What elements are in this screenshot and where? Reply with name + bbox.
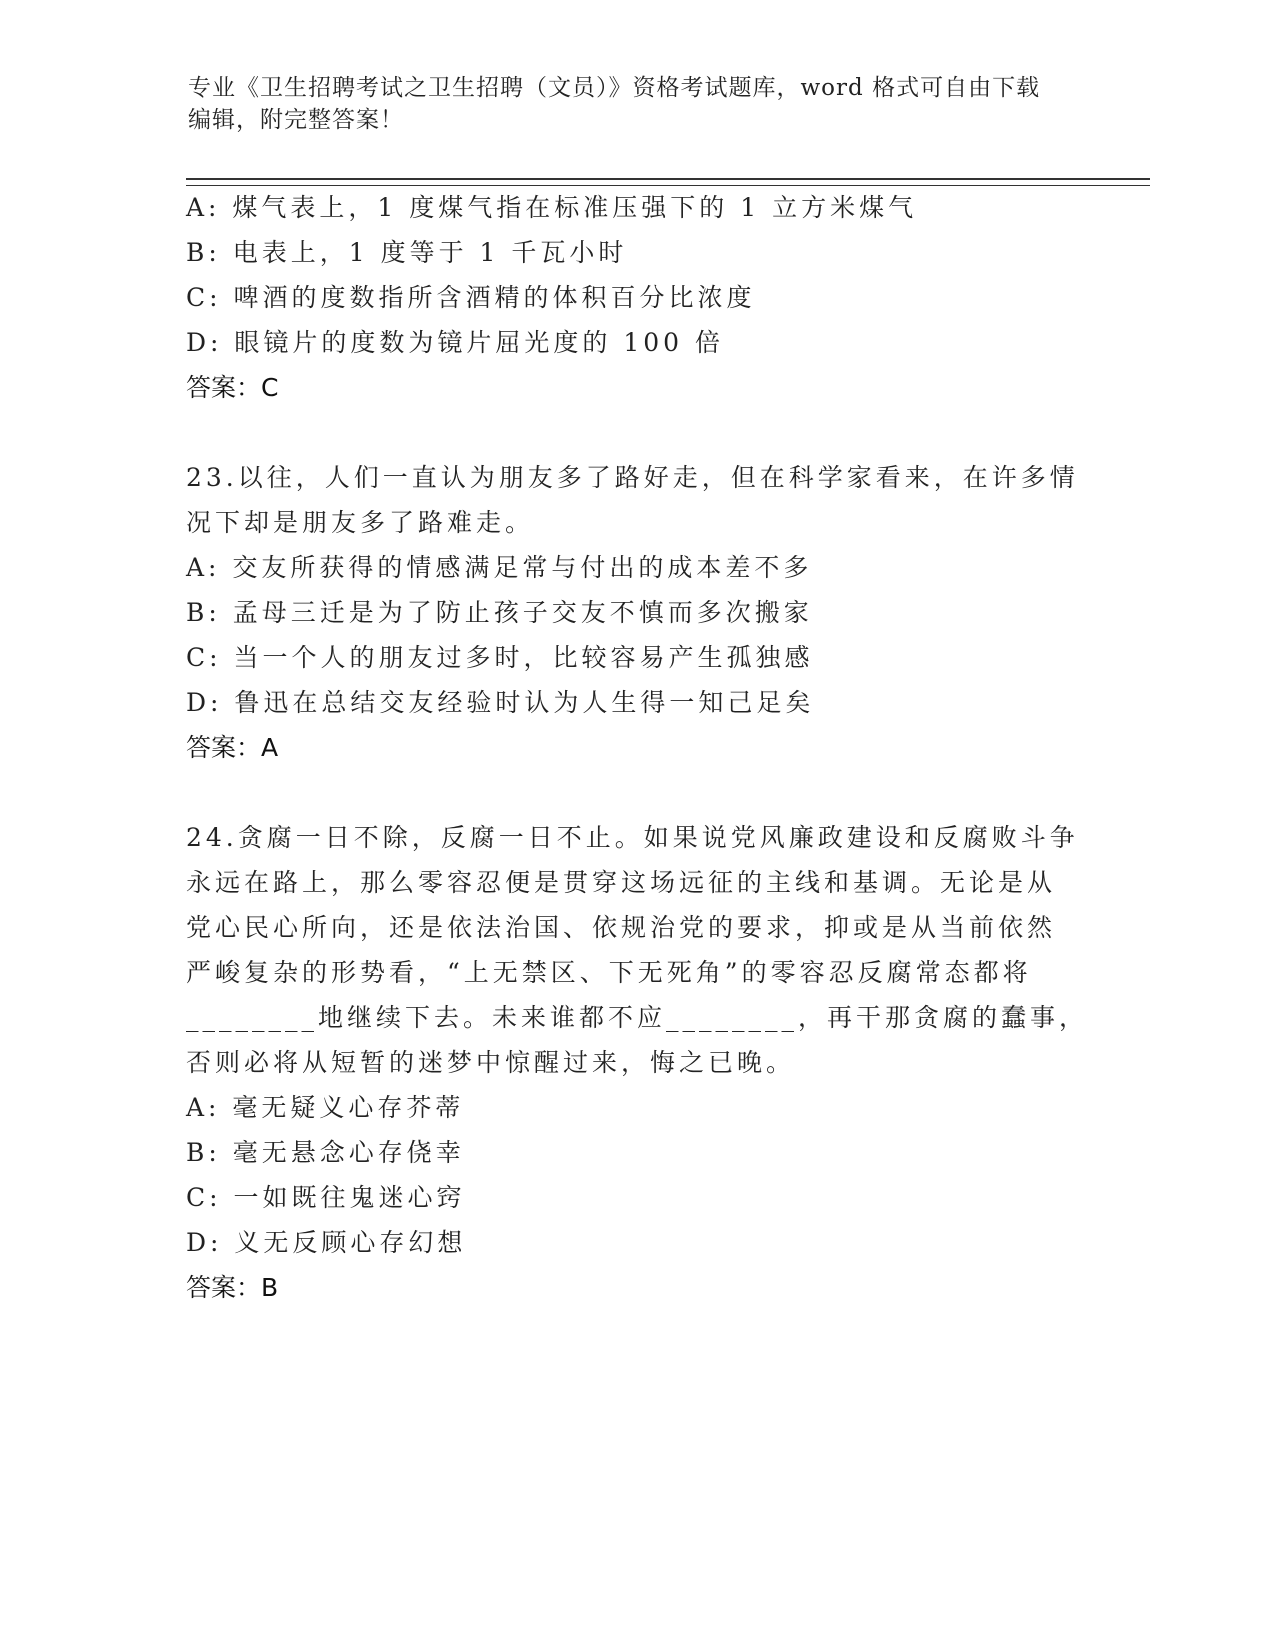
q24-stem-line-2: 永远在路上，那么零容忍便是贯穿这场远征的主线和基调。无论是从: [186, 868, 1057, 897]
q24-stem-line-1: 24.贪腐一日不除，反腐一日不止。如果说党风廉政建设和反腐败斗争: [186, 823, 1079, 852]
q23-stem-line-2: 况下却是朋友多了路难走。: [186, 508, 535, 537]
q24-answer: 答案：B: [186, 1273, 279, 1302]
q23-stem-line-1: 23.以往，人们一直认为朋友多了路好走，但在科学家看来，在许多情: [186, 463, 1079, 492]
q24-option-b: B: 毫无悬念心存侥幸: [186, 1138, 465, 1167]
header-divider: [186, 178, 1150, 186]
q23-option-c: C: 当一个人的朋友过多时，比较容易产生孤独感: [186, 643, 814, 672]
q24-stem-line-3: 党心民心所向，还是依法治国、依规治党的要求，抑或是从当前依然: [186, 913, 1057, 942]
q24-option-c: C: 一如既往鬼迷心窍: [186, 1183, 466, 1212]
q22-option-d: D: 眼镜片的度数为镜片屈光度的 100 倍: [186, 328, 725, 357]
header-line-2: 编辑，附完整答案！: [188, 107, 404, 133]
q23-answer: 答案：A: [186, 733, 279, 762]
q24-stem-line-4: 严峻复杂的形势看，“上无禁区、下无死角”的零容忍反腐常态都将: [186, 958, 1032, 987]
q24-stem-line-5: ________地继续下去。未来谁都不应________，再干那贪腐的蠢事，: [186, 1003, 1089, 1032]
q24-stem-line-6: 否则必将从短暂的迷梦中惊醒过来，悔之已晚。: [186, 1048, 796, 1077]
q23-option-d: D: 鲁迅在总结交友经验时认为人生得一知己足矣: [186, 688, 815, 717]
q23-option-b: B: 孟母三迁是为了防止孩子交友不慎而多次搬家: [186, 598, 813, 627]
q22-option-b: B: 电表上，1 度等于 1 千瓦小时: [186, 238, 628, 267]
q22-option-c: C: 啤酒的度数指所含酒精的体积百分比浓度: [186, 283, 756, 312]
document-header: [188, 72, 1068, 136]
header-line-1: 专业《卫生招聘考试之卫生招聘（文员）》资格考试题库，word 格式可自由下载: [188, 75, 1041, 101]
q23-option-a: A: 交友所获得的情感满足常与付出的成本差不多: [186, 553, 813, 582]
q24-option-d: D: 义无反顾心存幻想: [186, 1228, 467, 1257]
q22-answer: 答案：C: [186, 373, 279, 402]
q24-option-a: A: 毫无疑义心存芥蒂: [186, 1093, 465, 1122]
q22-option-a: A: 煤气表上，1 度煤气指在标准压强下的 1 立方米煤气: [186, 193, 918, 222]
